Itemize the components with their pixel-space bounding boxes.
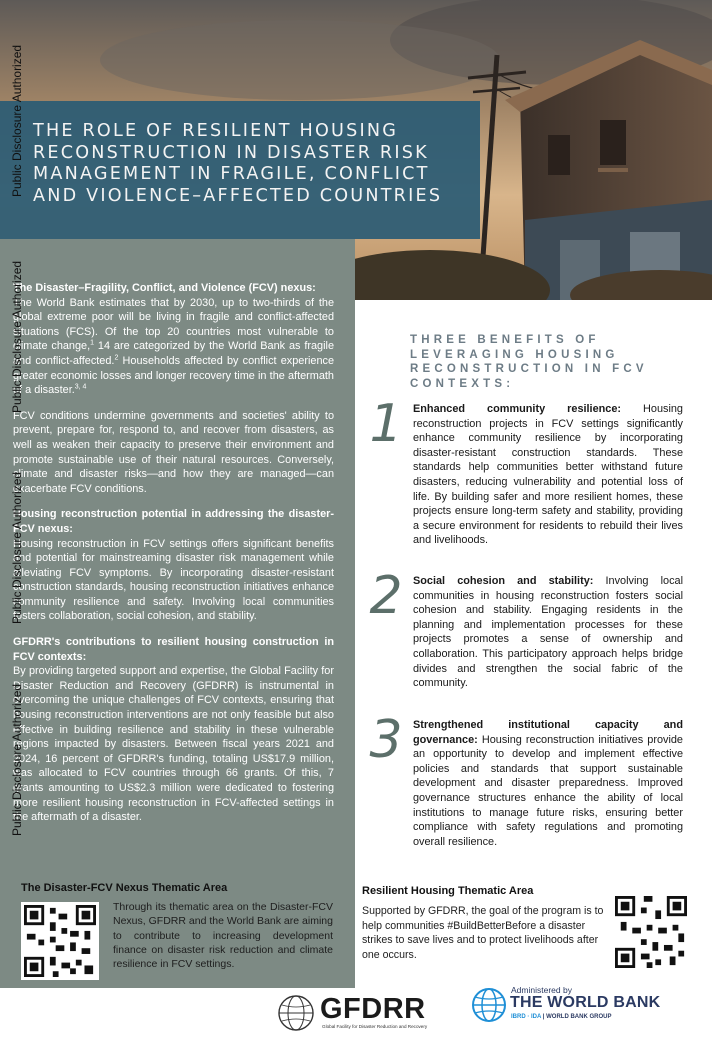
qr-code-icon xyxy=(615,896,687,968)
page-title: THE ROLE OF RESILIENT HOUSING RECONSTRUCTION IN DISASTER RISK MANAGEMENT IN FRAGILE, CONFLICT AND VIOLENCE–AFFECTED COUNTRIES xyxy=(33,121,443,206)
gfdrr-contributions-heading: GFDRR's contributions to resilient housing construction in FCV contexts: xyxy=(13,636,334,663)
benefit-number: 3 xyxy=(369,710,403,770)
benefit-text: Strengthened institutional capacity and governance: Housing reconstruction initiatives provide an opportunity to develop and implement effective policies and standards that support sustainable development and disaster preparedness. Improved governance structures enhance the ability of local institutions to manage future risks, ensuring better compliance with safety regulations and promoting overall resilience. xyxy=(413,719,683,848)
disclosure-stamp: Public Disclosure Authorized xyxy=(10,683,24,836)
disclosure-stamp: Public Disclosure Authorized xyxy=(10,260,24,413)
world-bank-logo xyxy=(471,985,671,1030)
benefit-text: Enhanced community resilience: Housing reconstruction projects in FCV settings significantly enhance community resilience by incorporating disaster-resistant construction standards. These standards help communities better withstand future disasters, reducing vulnerability and potential loss of life. By building safer and more resilient homes, these projects ensure long-term safety and stability, providing a secure environment for residents to rebuild their lives and livelihoods. xyxy=(413,403,683,547)
fcv-nexus-heading: The Disaster–Fragility, Conflict, and Violence (FCV) nexus: xyxy=(13,282,316,294)
housing-thematic-description: Supported by GFDRR, the goal of the program is to help communities #BuildBetterBefore a disaster strikes to save lives and to protect livelihoods after one occurs. xyxy=(362,905,604,961)
benefit-text: Social cohesion and stability: Involving local communities in housing reconstruction fosters social cohesion and stability. Engaging residents in the planning and implementation processes for these projects promotes a sense of ownership and collaboration. This participatory approach helps bridge divides and strengthen the social fabric of the community. xyxy=(413,575,684,690)
nexus-title: The Disaster-FCV Nexus Thematic Area xyxy=(21,882,228,894)
gfdrr-wordmark: GFDRR xyxy=(320,993,426,1025)
housing-potential-heading: Housing reconstruction potential in addressing the disaster-FCV nexus: xyxy=(13,508,334,535)
gfdrr-contributions-paragraph: GFDRR's contributions to resilient housing construction in FCV contexts: By providing targeted support and expertise, the Global Facility for Disaster Reduction and Recovery (GFDRR) is instrumental in overcoming the unique challenges of FCV contexts, ensuring that housing reconstruction interventions are not only feasible but also effective in building resilience and stability in these vulnerable regions impacted by disasters. Between fiscal years 2021 and 2024, 16 percent of GFDRR's funding, totaling US$17.9 million, was allocated to FCV countries through 66 grants. Of this, 7 grants amounting to US$2.3 million were dedicated to fostering more resilient housing reconstruction in FCV-affected settings in the aftermath of a disaster. xyxy=(13,636,334,824)
disclosure-stamp: Public Disclosure Authorized xyxy=(10,471,24,624)
nexus-qr-code[interactable] xyxy=(21,902,99,980)
world-bank-group-label: IBRD · IDA | WORLD BANK GROUP xyxy=(511,1014,612,1020)
benefit-number: 1 xyxy=(369,394,403,454)
fcv-conditions-paragraph: FCV conditions undermine governments and societies' ability to prevent, prepare for, respond to, and recover from disasters, as well as weaken their capacity to preserve their environment and promote sustainable use of their natural resources. Conversely, climate and disaster risks—and how they are managed—can exacerbate FCV conditions. xyxy=(13,409,334,495)
title-banner xyxy=(0,101,480,239)
housing-potential-paragraph: Housing reconstruction potential in addressing the disaster-FCV nexus: Housing reconstruction in FCV settings offers significant benefits and potential for mainstreaming disaster risk management while alleviating FCV symptoms. By incorporating disaster-resistant construction standards, housing reconstruction initiatives enhance community resilience and safety. Involving local communities fosters collaboration, social cohesion, and stability. xyxy=(13,508,334,623)
qr-code-icon xyxy=(24,905,96,977)
nexus-description: Through its thematic area on the Disaster-FCV Nexus, GFDRR and the World Bank are aiming to contribute to increasing development finance on disaster risk reduction and climate resilience in FCV settings. xyxy=(113,901,333,971)
world-bank-globe-icon xyxy=(471,987,507,1023)
world-bank-name: THE WORLD BANK xyxy=(510,994,661,1011)
gfdrr-tagline: Global Facility for Disaster Reduction and Recovery xyxy=(322,1024,428,1029)
disclosure-stamp: Public Disclosure Authorized xyxy=(10,44,24,197)
housing-qr-code[interactable] xyxy=(612,893,690,971)
nexus-thematic-area xyxy=(0,878,355,988)
benefit-number: 2 xyxy=(369,566,403,626)
gfdrr-logo xyxy=(277,994,457,1032)
globe-icon xyxy=(277,994,315,1032)
left-info-panel xyxy=(0,239,355,988)
administered-by-label: Administered by xyxy=(511,985,572,995)
housing-thematic-title: Resilient Housing Thematic Area xyxy=(362,885,534,897)
fcv-nexus-paragraph: The Disaster–Fragility, Conflict, and Violence (FCV) nexus: The World Bank estimates that by 2030, up to two-thirds of the global extreme poor will be living in fragile and conflict-affected situations (FCS). Of the top 20 countries most vulnerable to climate change,$^1$ 14 are categorized by the World Bank as fragile and conflict-affected.$^2$ Households affected by conflict experience greater economic losses and longer recovery time in the aftermath of a disaster.$^{3, 4}$ xyxy=(13,282,335,397)
benefits-heading: THREE BENEFITS OF LEVERAGING HOUSING RECONSTRUCTION IN FCV CONTEXTS: xyxy=(410,334,648,390)
